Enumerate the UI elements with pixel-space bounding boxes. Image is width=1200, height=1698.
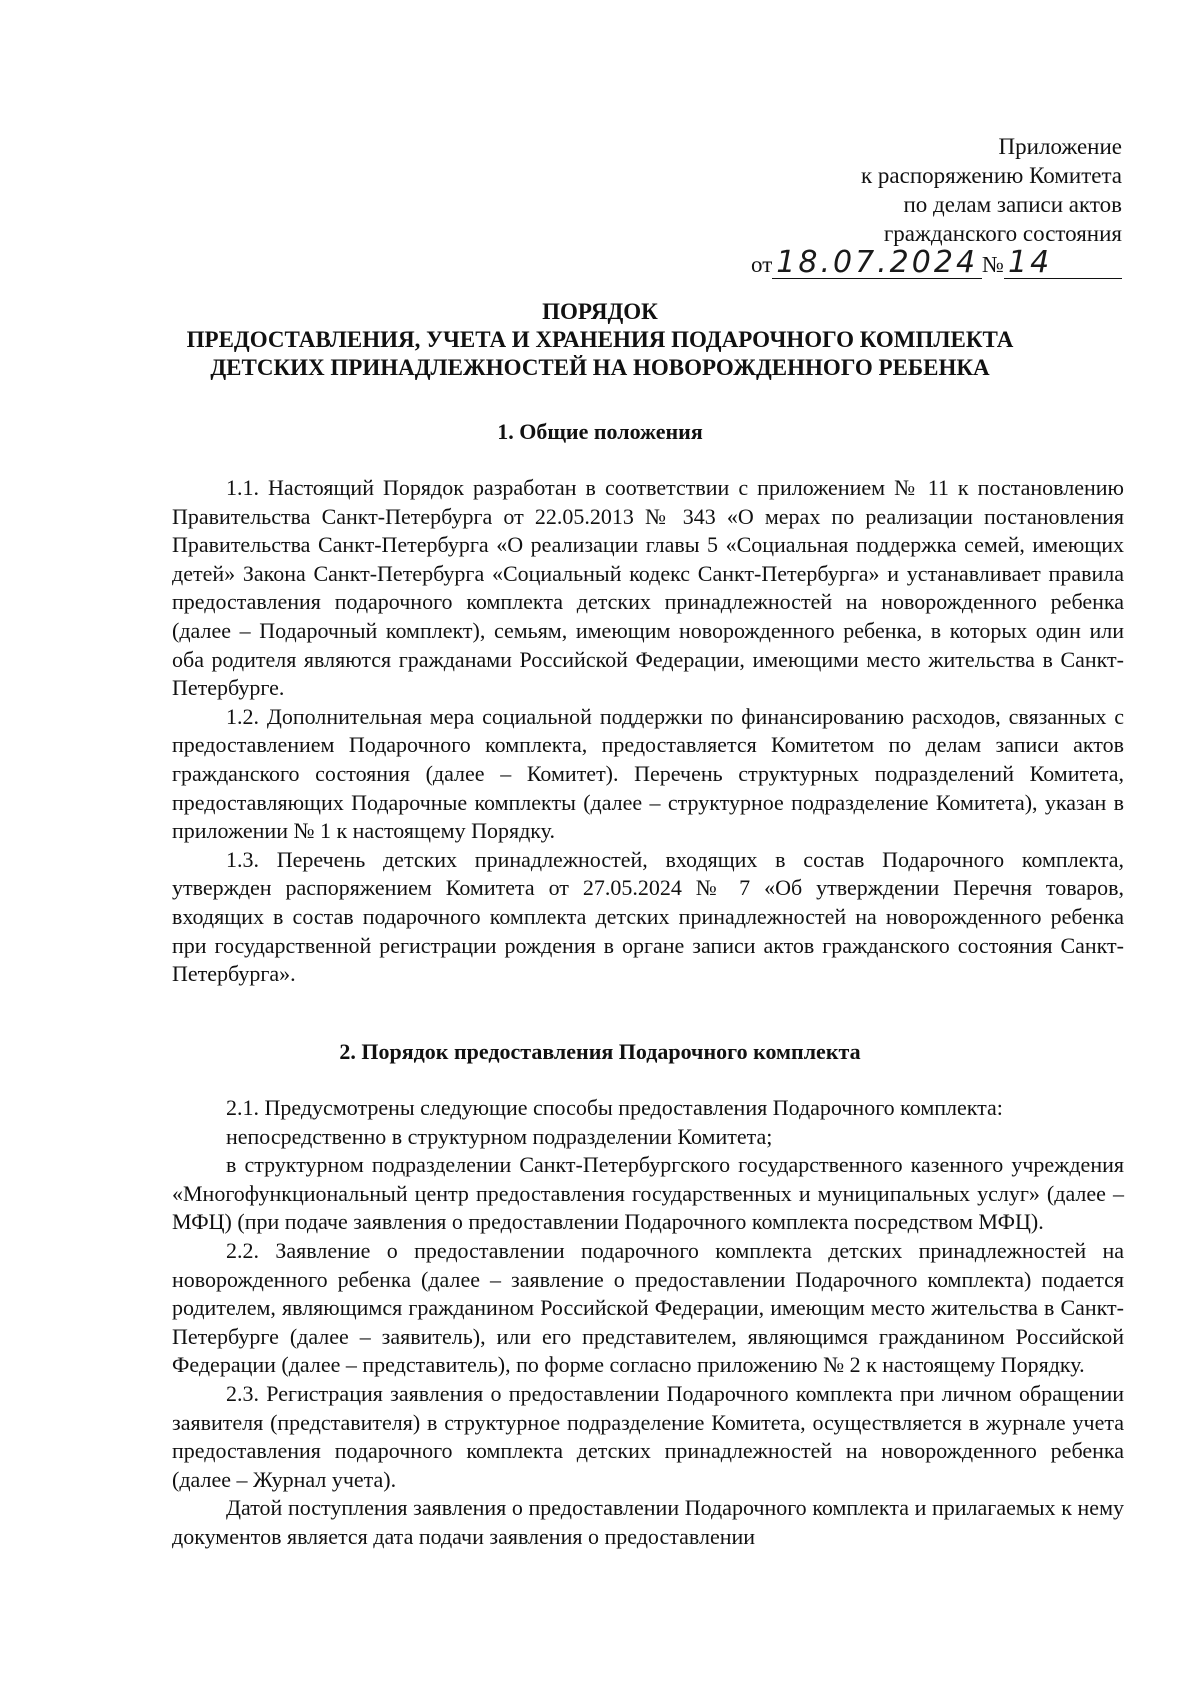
title-line-3: ДЕТСКИХ ПРИНАДЛЕЖНОСТЕЙ НА НОВОРОЖДЕННОГО РЕБЕНКА <box>210 355 990 380</box>
approval-date-line <box>682 245 1122 280</box>
paragraph-1-3: 1.3. Перечень детских принадлежностей, входящих в состав Подарочного комплекта, утвержден распоряжением Комитета от 27.05.2024 № 7 «Об утверждении Перечня товаров, входящих в состав подарочного комплекта детских принадлежностей на новорожденного ребенка при государственной регистрации рождения в органе записи актов гражданского состояния Санкт-Петербурга». <box>172 846 1124 987</box>
approval-line-1: Приложение <box>998 134 1122 159</box>
approval-line-3: по делам записи актов <box>903 192 1122 217</box>
section-2-body <box>172 1094 1124 1552</box>
number-blank <box>1004 245 1122 280</box>
paragraph-2-3-date: Датой поступления заявления о предоставлении Подарочного комплекта и прилагаемых к нему документов является дата подачи заявления о предоставлении <box>172 1495 1124 1549</box>
handwritten-date: 18.07.2024 <box>776 245 979 280</box>
date-blank <box>772 245 982 280</box>
section-2-heading: 2. Порядок предоставления Подарочного комплекта <box>339 1039 861 1064</box>
section-1-heading: 1. Общие положения <box>497 419 703 444</box>
handwritten-number: 14 <box>1008 245 1053 280</box>
paragraph-1-1: 1.1. Настоящий Порядок разработан в соответствии с приложением № 11 к постановлению Правительства Санкт-Петербурга от 22.05.2013 № 343 «О мерах по реализации постановления Правительства Санкт-Петербурга «О реализации главы 5 «Социальная поддержка семей, имеющих детей» Закона Санкт-Петербурга «Социальный кодекс Санкт-Петербурга» и устанавливает правила предоставления подарочного комплекта детских принадлежностей на новорожденного ребенка (далее – Подарочный комплект), семьям, имеющим новорожденного ребенка, в которых один или оба родителя являются гражданами Российской Федерации, имеющими место жительства в Санкт-Петербурге. <box>172 475 1124 701</box>
document-title <box>0 298 1200 382</box>
date-prefix: от <box>751 252 773 277</box>
approval-stamp-block <box>682 132 1122 279</box>
approval-line-4: гражданского состояния <box>883 221 1122 246</box>
paragraph-1-2: 1.2. Дополнительная мера социальной поддержки по финансированию расходов, связанных с предоставлением Подарочного комплекта, предоставляется Комитетом по делам записи актов гражданского состояния (далее – Комитет). Перечень структурных подразделений Комитета, предоставляющих Подарочные комплекты (далее – структурное подразделение Комитета), указан в приложении № 1 к настоящему Порядку. <box>172 703 1124 844</box>
approval-line-2: к распоряжению Комитета <box>861 163 1122 188</box>
paragraph-2-1-item-b: в структурном подразделении Санкт-Петербургского государственного казенного учреждения «Многофункциональный центр предоставления государственных и муниципальных услуг» (далее – МФЦ) (при подаче заявления о предоставлении Подарочного комплекта посредством МФЦ). <box>172 1152 1124 1235</box>
number-sign: № <box>982 252 1004 277</box>
paragraph-2-3: 2.3. Регистрация заявления о предоставлении Подарочного комплекта при личном обращении заявителя (представителя) в структурное подразделение Комитета, осуществляется в журнале учета предоставления подарочного комплекта детских принадлежностей на новорожденного ребенка (далее – Журнал учета). <box>172 1380 1124 1492</box>
title-line-1: ПОРЯДОК <box>542 299 658 324</box>
section-1-body <box>172 474 1124 989</box>
paragraph-2-1-item-a: непосредственно в структурном подразделении Комитета; <box>226 1123 773 1149</box>
title-line-2: ПРЕДОСТАВЛЕНИЯ, УЧЕТА И ХРАНЕНИЯ ПОДАРОЧНОГО КОМПЛЕКТА <box>186 327 1014 352</box>
paragraph-2-1: 2.1. Предусмотрены следующие способы предоставления Подарочного комплекта: <box>226 1095 1003 1120</box>
paragraph-2-2: 2.2. Заявление о предоставлении подарочного комплекта детских принадлежностей на новорожденного ребенка (далее – заявление о предоставлении Подарочного комплекта) подается родителем, являющимся гражданином Российской Федерации, имеющим место жительства в Санкт-Петербурге (далее – заявитель), или его представителем, являющимся гражданином Российской Федерации (далее – представитель), по форме согласно приложению № 2 к настоящему Порядку. <box>172 1237 1124 1378</box>
